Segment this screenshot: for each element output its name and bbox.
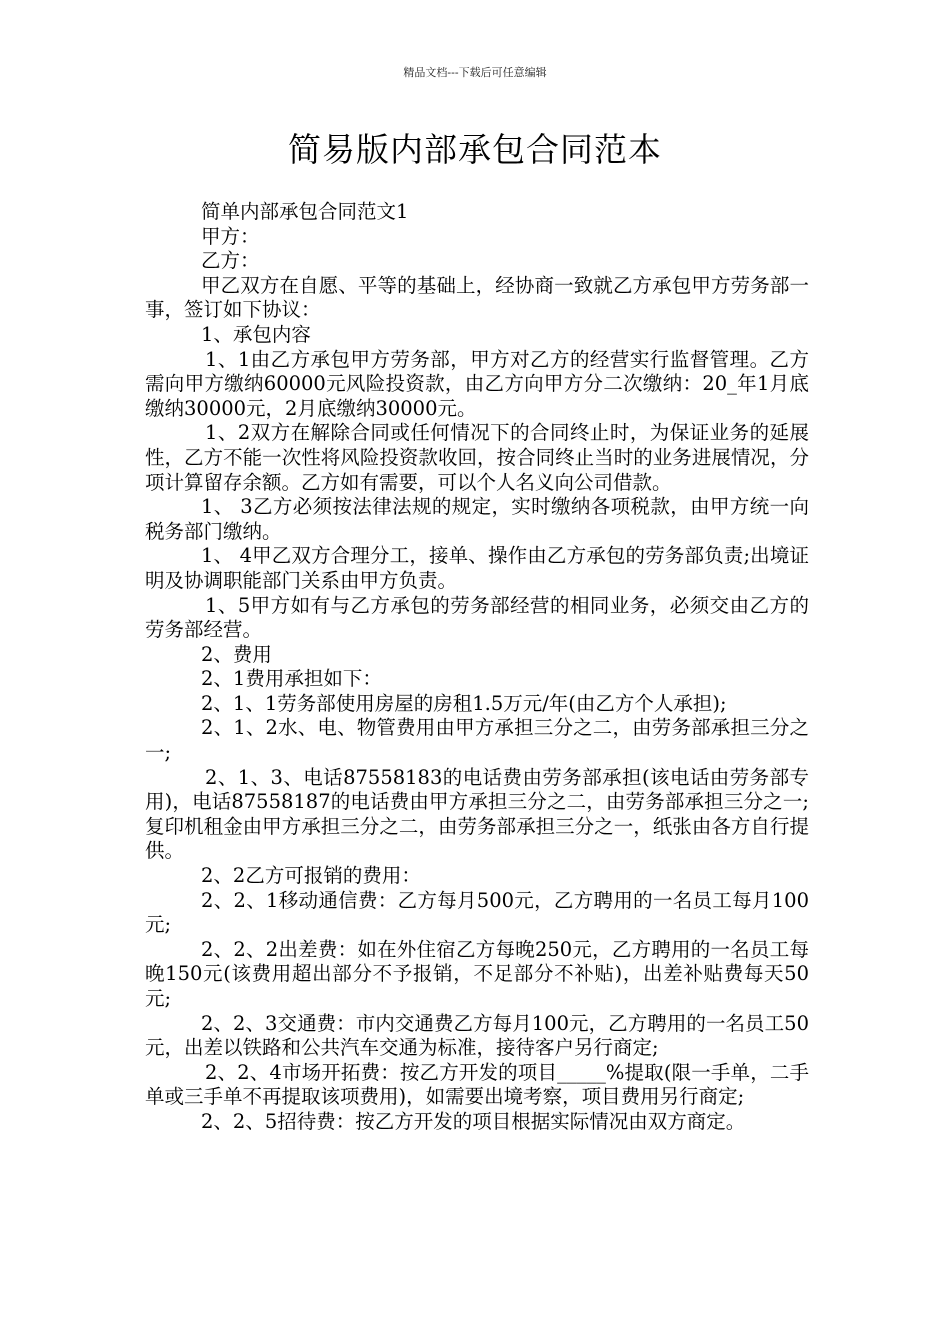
clause-paragraph: 2、1、2水、电、物管费用由甲方承担三分之二，由劳务部承担三分之一; — [145, 716, 809, 765]
clause-paragraph: 2、1费用承担如下： — [201, 667, 382, 691]
clause-paragraph: 2、2、4市场开拓费：按乙方开发的项目_____%提取(限一手单，二手单或三手单不再提取该项费用)，如需要出境考察，项目费用另行商定; — [145, 1060, 809, 1109]
clause-paragraph: 2、2、5招待费：按乙方开发的项目根据实际情况由双方商定。 — [201, 1109, 746, 1133]
clause-paragraph: 1、5甲方如有与乙方承包的劳务部经营的相同业务，必须交由乙方的劳务部经营。 — [145, 593, 809, 642]
clause-paragraph: 2、1、1劳务部使用房屋的房租1.5万元/年(由乙方个人承担); — [201, 691, 727, 715]
document-title: 简易版内部承包合同范本 — [288, 130, 662, 169]
section-heading: 1、承包内容 — [201, 322, 311, 346]
clause-paragraph: 2、1、3、电话87558183的电话费由劳务部承担(该电话由劳务部专用)，电话87558187的电话费由甲方承担三分之二，由劳务部承担三分之一;复印机租金由甲方承担三分之二，由劳务部承担三分之一，纸张由各方自行提供。 — [145, 765, 809, 863]
document-body — [145, 200, 809, 1135]
clause-paragraph: 1、 4甲乙双方合理分工，接单、操作由乙方承包的劳务部负责;出境证明及协调职能部门关系由甲方负责。 — [145, 544, 809, 592]
clause-paragraph: 1、 3乙方必须按法律法规的规定，实时缴纳各项税款，由甲方统一向税务部门缴纳。 — [145, 495, 809, 543]
subtitle-paragraph: 简单内部承包合同范文1 — [201, 200, 409, 223]
party-b-line: 乙方： — [201, 249, 260, 273]
clause-paragraph: 2、2、2出差费：如在外住宿乙方每晚250元，乙方聘用的一名员工每晚150元(该费用超出部分不予报销，不足部分不补贴)，出差补贴费每天50元; — [145, 937, 809, 1010]
header-note: 精品文档---下载后可任意编辑 — [403, 66, 547, 79]
section-heading: 2、费用 — [201, 642, 272, 666]
clause-paragraph: 2、2、3交通费：市内交通费乙方每月100元，乙方聘用的一名员工50元，出差以铁路和公共汽车交通为标准，接待客户另行商定; — [145, 1011, 809, 1060]
clause-paragraph: 2、2乙方可报销的费用： — [201, 864, 421, 888]
preamble-paragraph: 甲乙双方在自愿、平等的基础上，经协商一致就乙方承包甲方劳务部一事，签订如下协议： — [145, 273, 809, 322]
clause-paragraph: 1、1由乙方承包甲方劳务部，甲方对乙方的经营实行监督管理。乙方需向甲方缴纳60000元风险投资款，由乙方向甲方分二次缴纳：20_年1月底缴纳30000元，2月底缴纳30000元。 — [145, 347, 809, 420]
clause-paragraph: 1、2双方在解除合同或任何情况下的合同终止时，为保证业务的延展性，乙方不能一次性将风险投资款收回，按合同终止当时的业务进展情况，分项计算留存余额。乙方如有需要，可以个人名义向公司借款。 — [145, 421, 809, 494]
party-a-line: 甲方： — [201, 224, 260, 248]
clause-paragraph: 2、2、1移动通信费：乙方每月500元，乙方聘用的一名员工每月100元; — [145, 888, 809, 937]
